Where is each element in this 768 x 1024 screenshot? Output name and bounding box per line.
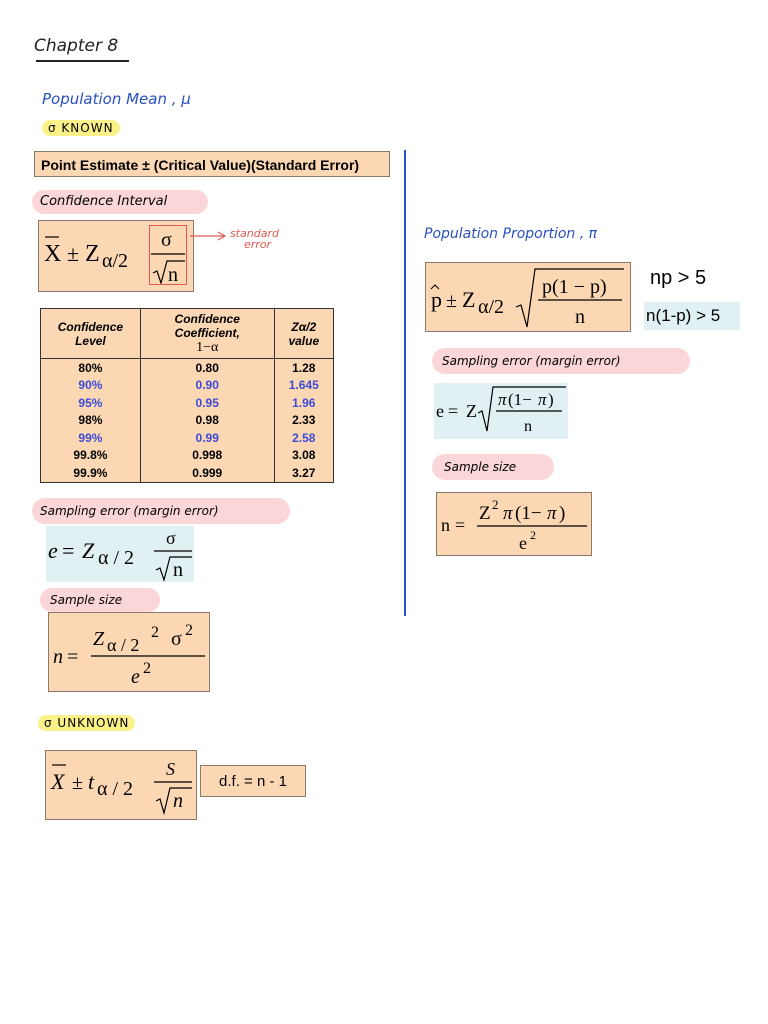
svg-text:α / 2: α / 2 bbox=[107, 635, 140, 655]
proportion-sample-size-formula-svg bbox=[437, 493, 591, 555]
sampling-error-label: Sampling error (margin error) bbox=[32, 498, 290, 524]
table-header-z: Zα/2 value bbox=[274, 309, 333, 359]
svg-text:=: = bbox=[67, 646, 79, 668]
population-proportion-heading: Population Proportion , π bbox=[424, 226, 598, 242]
svg-text:α/2: α/2 bbox=[102, 250, 129, 272]
coef-cell: 0.999 bbox=[140, 464, 274, 482]
svg-text:2: 2 bbox=[151, 624, 159, 641]
sigma-unknown-tag: σ UNKNOWN bbox=[38, 715, 135, 731]
svg-text:Z: Z bbox=[82, 538, 95, 563]
n1p-condition: n(1-p) > 5 bbox=[644, 302, 740, 330]
z-cell: 3.27 bbox=[274, 464, 333, 482]
sample-size-formula bbox=[48, 612, 210, 692]
svg-text:2: 2 bbox=[143, 660, 151, 677]
table-header-coefficient-title: Confidence Coefficient, bbox=[174, 311, 240, 340]
svg-text:Z: Z bbox=[466, 401, 477, 421]
svg-text:Z: Z bbox=[479, 503, 491, 524]
margin-error-formula bbox=[46, 526, 194, 582]
z-cell: 2.58 bbox=[274, 429, 333, 447]
svg-text:π: π bbox=[547, 503, 557, 524]
coef-cell: 0.90 bbox=[140, 377, 274, 395]
table-header-level: Confidence Level bbox=[41, 309, 141, 359]
table-row bbox=[41, 359, 334, 377]
svg-text:α / 2: α / 2 bbox=[97, 778, 134, 800]
svg-text:π: π bbox=[503, 503, 513, 524]
svg-text:n: n bbox=[173, 790, 183, 812]
proportion-margin-error-formula bbox=[434, 383, 568, 439]
z-cell: 2.33 bbox=[274, 412, 333, 430]
margin-error-formula-svg bbox=[46, 526, 194, 582]
standard-error-note-line1: standard bbox=[230, 227, 279, 240]
level-cell: 99.9% bbox=[41, 464, 141, 482]
svg-text:=: = bbox=[448, 401, 459, 421]
svg-text:Z: Z bbox=[93, 628, 105, 650]
svg-text:2: 2 bbox=[492, 497, 499, 512]
svg-text:e: e bbox=[436, 401, 444, 421]
svg-text:π: π bbox=[498, 390, 507, 409]
coef-cell: 0.95 bbox=[140, 394, 274, 412]
svg-text:σ: σ bbox=[161, 229, 172, 251]
level-cell: 98% bbox=[41, 412, 141, 430]
proportion-ci-formula-svg bbox=[426, 263, 630, 331]
svg-text:n: n bbox=[53, 646, 63, 668]
standard-error-note-line2: error bbox=[244, 238, 272, 251]
sigma-known-tag: σ KNOWN bbox=[42, 120, 120, 136]
svg-text:α / 2: α / 2 bbox=[98, 547, 135, 569]
chapter-underline bbox=[36, 60, 129, 62]
population-mean-heading: Population Mean , μ bbox=[42, 90, 191, 108]
degrees-of-freedom-box: d.f. = n - 1 bbox=[200, 765, 306, 797]
t-interval-formula bbox=[45, 750, 197, 820]
sample-size-label: Sample size bbox=[40, 588, 160, 612]
svg-text:π: π bbox=[538, 390, 547, 409]
svg-text:e: e bbox=[131, 666, 140, 688]
svg-text:p(1 − p): p(1 − p) bbox=[542, 276, 607, 298]
svg-text:n: n bbox=[168, 264, 178, 286]
svg-text:σ: σ bbox=[171, 628, 182, 650]
svg-text:): ) bbox=[559, 503, 566, 524]
svg-text:±: ± bbox=[446, 290, 457, 312]
svg-text:(1−: (1− bbox=[508, 390, 532, 409]
level-cell: 80% bbox=[41, 359, 141, 377]
table-row bbox=[41, 394, 334, 412]
column-divider bbox=[404, 150, 406, 616]
sample-size-formula-svg bbox=[49, 613, 209, 691]
svg-text:n: n bbox=[575, 306, 585, 328]
svg-text:p: p bbox=[431, 287, 442, 312]
confidence-interval-label: Confidence Interval bbox=[32, 190, 208, 214]
svg-text:t: t bbox=[88, 769, 95, 794]
table-row bbox=[41, 464, 334, 482]
svg-text:n: n bbox=[441, 515, 450, 535]
svg-text:S: S bbox=[166, 759, 175, 779]
level-cell: 90% bbox=[41, 377, 141, 395]
coef-cell: 0.998 bbox=[140, 447, 274, 465]
svg-text:Z: Z bbox=[85, 241, 100, 267]
table-row bbox=[41, 429, 334, 447]
coef-cell: 0.98 bbox=[140, 412, 274, 430]
svg-text:2: 2 bbox=[185, 622, 193, 639]
standard-error-note bbox=[230, 228, 279, 250]
arrow-right-icon bbox=[188, 228, 228, 242]
svg-text:Z: Z bbox=[462, 287, 476, 312]
proportion-margin-error-formula-svg bbox=[434, 383, 568, 439]
z-value-table bbox=[40, 308, 334, 483]
level-cell: 99% bbox=[41, 429, 141, 447]
coef-cell: 0.80 bbox=[140, 359, 274, 377]
np-condition: np > 5 bbox=[650, 267, 707, 289]
point-estimate-box: Point Estimate ± (Critical Value)(Standard Error) bbox=[34, 151, 390, 177]
proportion-ci-formula bbox=[425, 262, 631, 332]
proportion-sampling-error-label: Sampling error (margin error) bbox=[432, 348, 690, 374]
svg-text:α/2: α/2 bbox=[478, 296, 505, 318]
svg-text:e: e bbox=[519, 533, 527, 553]
svg-text:): ) bbox=[548, 390, 554, 409]
table-header-coefficient bbox=[140, 309, 274, 359]
proportion-sample-size-formula bbox=[436, 492, 592, 556]
svg-text:±: ± bbox=[72, 772, 83, 794]
table-row bbox=[41, 412, 334, 430]
svg-text:n: n bbox=[524, 418, 532, 435]
table-row bbox=[41, 447, 334, 465]
level-cell: 99.8% bbox=[41, 447, 141, 465]
table-header-coefficient-sub: 1−α bbox=[196, 339, 219, 355]
z-cell: 1.28 bbox=[274, 359, 333, 377]
coef-cell: 0.99 bbox=[140, 429, 274, 447]
svg-text:n: n bbox=[173, 559, 183, 581]
standard-error-highlight bbox=[149, 225, 187, 285]
svg-text:X: X bbox=[51, 769, 65, 794]
svg-text:2: 2 bbox=[530, 528, 536, 542]
z-cell: 1.96 bbox=[274, 394, 333, 412]
table-row bbox=[41, 377, 334, 395]
svg-text:=: = bbox=[455, 515, 466, 535]
svg-text:e: e bbox=[48, 538, 58, 563]
svg-text:(1−: (1− bbox=[515, 503, 542, 524]
z-cell: 3.08 bbox=[274, 447, 333, 465]
svg-text:σ: σ bbox=[166, 528, 176, 548]
svg-text:=: = bbox=[62, 538, 75, 563]
svg-text:X: X bbox=[44, 241, 62, 267]
proportion-sample-size-label: Sample size bbox=[432, 454, 554, 480]
z-cell: 1.645 bbox=[274, 377, 333, 395]
svg-text:±: ± bbox=[67, 241, 80, 266]
chapter-title: Chapter 8 bbox=[34, 36, 119, 56]
level-cell: 95% bbox=[41, 394, 141, 412]
t-interval-formula-svg bbox=[46, 751, 196, 819]
